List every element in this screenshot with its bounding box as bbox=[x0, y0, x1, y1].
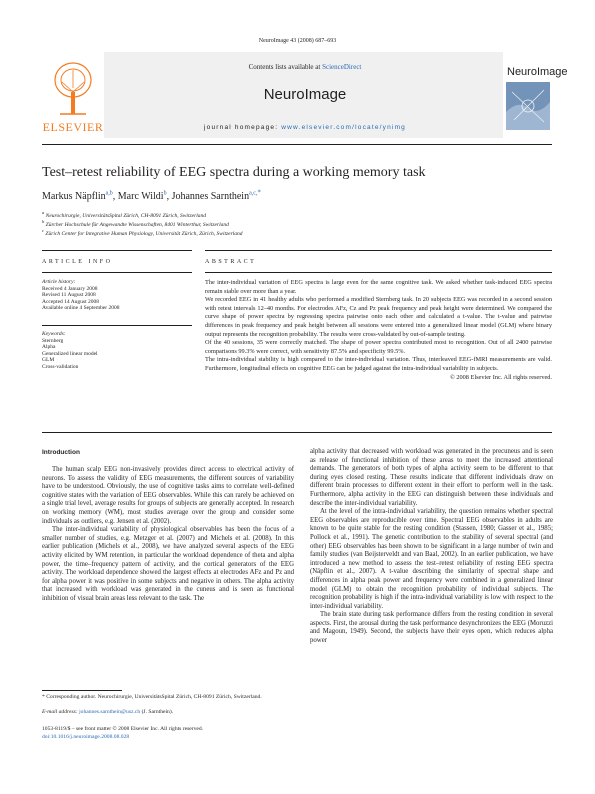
keywords-label: Keywords: bbox=[42, 331, 66, 337]
abstract-paragraph: Of the 40 sessions, 35 were correctly matched. The shape of power spectra contributed most to recognition. Out of all 2400 pairwise comparisons 99.3% were correct, with sensitivity 87.5% and specificity 99.5%. bbox=[205, 339, 552, 355]
email-label: E-mail address: bbox=[42, 709, 80, 715]
abstract-heading: ABSTRACT bbox=[205, 259, 257, 265]
cover-title: NeuroImage bbox=[507, 66, 568, 78]
footnote-rule bbox=[42, 690, 122, 691]
abstract-copyright: © 2008 Elsevier Inc. All rights reserved. bbox=[449, 373, 552, 381]
affiliation-b: $^b$ Zürcher Hochschule für Angewandte Wissenschaften, 8401 Winterthur, Switzerland bbox=[42, 219, 229, 228]
abstract-paragraph: The inter-individual variation of EEG spectra is large even for the same cognitive task. We asked whether task-induced EEG spectra remain stable over more than a year. bbox=[205, 279, 552, 295]
journal-cover bbox=[503, 52, 568, 138]
issn-line: 1053-8119/$ – see front matter © 2008 Elsevier Inc. All rights reserved. bbox=[42, 726, 204, 732]
abstract-paragraph: The intra-individual stability is high compared to the inter-individual variation. Thus, interleaved EEG-fMRI measurements are valid. Furthermore, longitudinal effects on cognitive EEG can be judged against the intra-individual variability in subjects. bbox=[205, 356, 552, 372]
affiliation-c: $^c$ Zürich Center for Integrative Human Physiology, Universität Zürich, Zürich, Switzerland bbox=[42, 228, 243, 237]
abstract-paragraph: We recorded EEG in 41 healthy adults who performed a modified Sternberg task. In 20 subjects EEG was recorded in a second session with retest intervals 12–40 months. For electrodes AFz, Cz and Pz peak frequency and peak height were determined. We compared the curve shape of power spectra by regressing spectra pairwise onto each other and calculated a t-value. The t-value and pairwise differences in peak frequency and peak height between all sessions were entered into a generalized linear model (GLM) where binary output represents the recognition probability. The results were cross-validated by out-of-sample testing. bbox=[205, 296, 552, 338]
email-note bbox=[42, 709, 294, 716]
intro-right-column bbox=[310, 448, 553, 646]
article-info-heading: ARTICLE INFO bbox=[42, 259, 113, 265]
corresponding-author-note: * Corresponding author. Neurochirurgie, UniversitätsSpital Zürich, CH-8091 Zürich, Switzerland. bbox=[42, 694, 262, 700]
cover-art-image bbox=[506, 82, 550, 130]
author-list bbox=[42, 189, 552, 202]
keyword: Generalized linear model bbox=[42, 350, 98, 357]
contents-line bbox=[110, 63, 500, 71]
keyword: Alpha bbox=[42, 344, 56, 350]
email-link[interactable]: johannes.sarnthein@usz.ch bbox=[79, 709, 141, 715]
keyword: Cross-validation bbox=[42, 363, 79, 370]
keywords bbox=[42, 331, 192, 370]
history-received: Received 4 January 2008 bbox=[42, 285, 98, 292]
contents-prefix: Contents lists available at bbox=[248, 63, 323, 71]
keyword: Sternberg bbox=[42, 337, 64, 344]
elsevier-tree-icon bbox=[52, 58, 94, 118]
article-info-rule bbox=[42, 250, 192, 251]
author-3: Johannes Sarnthein$^{a,c,*}$ bbox=[171, 189, 261, 203]
intro-paragraph: The human scalp EEG non-invasively provides direct access to electrical activity of neurons. To assess the validity of EEG measurements, the different sources of variability have to be understood. Obviously, the use of cognitive tasks aims to correlate well-defined cognitive states with the variation of EEG observables. While this can rarely be achieved on a single trial level, average results for groups of subjects are generally accepted. In research on working memory (WM), most studies average over the group and consider some individuals as outliers, e.g. Jensen et al. (2002). bbox=[42, 466, 294, 525]
history-accepted: Accepted 14 August 2008 bbox=[42, 298, 99, 305]
intro-left-column bbox=[42, 466, 294, 604]
homepage-prefix: journal homepage: bbox=[204, 124, 282, 131]
sciencedirect-link[interactable]: ScienceDirect bbox=[322, 63, 362, 71]
article-title: Test–retest reliability of EEG spectra during a working memory task bbox=[42, 165, 426, 180]
doi-link[interactable]: doi:10.1016/j.neuroimage.2008.08.028 bbox=[42, 734, 130, 740]
journal-name: NeuroImage bbox=[263, 86, 347, 103]
abstract-bottom-rule bbox=[42, 432, 552, 433]
intro-paragraph: At the level of the intra-individual variability, the question remains whether spectral EEG observables are reproducible over time. Spectral EEG observables in adults are known to be quite stable for the resting condition (Stassen, 1980; Gasser et al., 1985; Pollock et al., 1991). The genetic contribution to the stability of several spectral (and other) EEG observables has been shown to be significant in a large number of twin and family studies (van Beijsterveldt and van Baal, 2002). In an earlier publication, we have introduced a new method to assess the test–retest reliability of resting EEG spectra (Näpflin et al., 2007). A t-value describing the similarity of spectral shape and differences in alpha peak power and frequency were combined in a generalized linear model (GLM) to obtain the recognition probability of individual subjects. The recognition probability is high if the intra-individual variability is low with respect to the inter-individual variability. bbox=[310, 508, 553, 610]
elsevier-logo bbox=[42, 52, 104, 138]
homepage-link[interactable]: www.elsevier.com/locate/ynimg bbox=[281, 124, 406, 131]
affiliation-a: $^a$ Neurochirurgie, UniversitätsSpital Zürich, CH-8091 Zürich, Switzerland bbox=[42, 210, 206, 219]
intro-paragraph: The inter-individual variability of physiological observables has been the focus of a smaller number of studies, e.g. Metzger et al. (2007) and Michels et al. (2008). In this earlier publication (Michels et al., 2008), we have analyzed several aspects of the EEG activity elicited by WM retention, in particular the workload dependence of theta and alpha power, the time–frequency pattern of activity, and the cortical generators of the EEG activity. The workload dependence showed the largest effects at electrodes AFz and Pz and for alpha power it was positive in some subjects and negative in others. The alpha activity that increased with workload was generated in the cuneus and is seen as functional inhibition of visual brain areas less relevant to the task. The bbox=[42, 526, 294, 602]
article-history bbox=[42, 279, 192, 312]
abstract-subrule bbox=[205, 272, 552, 273]
abstract-body bbox=[205, 279, 552, 382]
author-2: Marc Wildi$^b$, bbox=[117, 191, 172, 203]
article-info-subrule bbox=[42, 272, 192, 273]
journal-citation: NeuroImage 43 (2008) 687–693 bbox=[258, 38, 337, 44]
history-online: Available online 4 September 2008 bbox=[42, 305, 120, 311]
author-1: Markus Näpflin$^{a,b}$, bbox=[42, 191, 118, 203]
abstract-rule bbox=[205, 250, 552, 251]
publisher-name: ELSEVIER bbox=[42, 120, 104, 134]
intro-paragraph: The brain state during task performance differs from the resting condition in several aspects. First, the arousal during the task performance desynchronizes the EEG (Moruzzi and Magoun, 1949). Second, the subjects have their eyes open, which reduces alpha power bbox=[310, 611, 553, 645]
masthead-rule bbox=[42, 144, 552, 145]
history-label: Article history: bbox=[42, 279, 76, 285]
keyword: GLM bbox=[42, 357, 55, 363]
email-suffix: (J. Sarnthein). bbox=[140, 709, 174, 715]
keywords-rule bbox=[42, 325, 192, 326]
history-revised: Revised 11 August 2008 bbox=[42, 292, 96, 298]
section-heading-introduction: Introduction bbox=[42, 449, 80, 456]
journal-homepage bbox=[110, 124, 500, 131]
intro-paragraph: alpha activity that decreased with workload was generated in the precuneus and is seen as release of functional inhibition of these areas to meet the increased attentional demands. The generators of both types of alpha activity seem to be different to that during eyes closed resting. These results indicate that different individuals draw on different brain processes to different extent in their effort to perform well in the task. Furthermore, alpha activity in the EEG can distinguish between these individuals and describe the inter-individual variability. bbox=[310, 448, 553, 507]
